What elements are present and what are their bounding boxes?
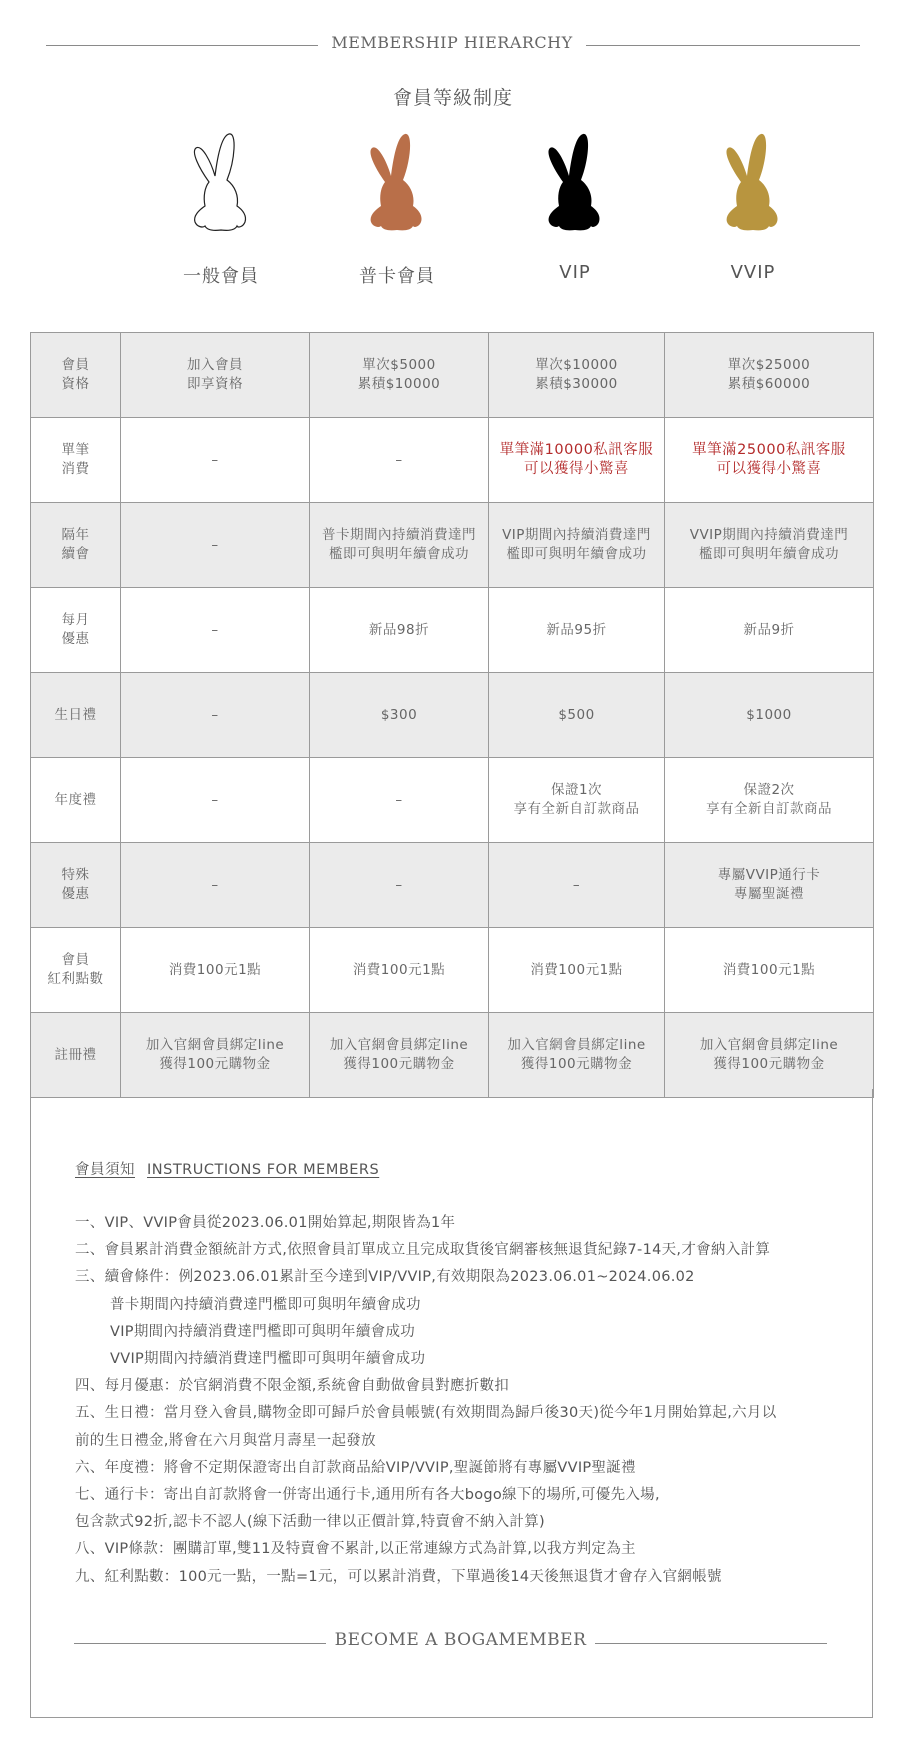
rabbit-outline-icon xyxy=(181,130,261,240)
row-label: 會員 資格 xyxy=(31,333,121,418)
header-divider-right xyxy=(586,45,860,46)
table-cell: 單筆滿10000私訊客服 可以獲得小驚喜 xyxy=(489,418,665,503)
table-cell: 單次$25000 累積$60000 xyxy=(665,333,874,418)
table-cell: 加入官網會員綁定line 獲得100元購物金 xyxy=(121,1013,310,1098)
page-footer xyxy=(30,1630,871,1660)
tier-name: 普卡會員 xyxy=(359,266,435,287)
tier-regular xyxy=(151,130,291,288)
table-cell: $1000 xyxy=(665,673,874,758)
row-label: 單筆 消費 xyxy=(31,418,121,503)
list-item: 包含款式92折,認卡不認人(線下活動一律以正價計算,特賣會不納入計算) xyxy=(75,1514,545,1531)
tier-name: VIP xyxy=(559,262,591,283)
tier-name: VVIP xyxy=(730,262,776,283)
list-item: 四、每月優惠：於官網消費不限金額,系統會自動做會員對應折數扣 xyxy=(75,1378,510,1395)
list-item: 前的生日禮金,將會在六月與當月壽星一起發放 xyxy=(75,1432,376,1449)
table-cell: 保證2次 享有全新自訂款商品 xyxy=(665,758,874,843)
table-cell: 單次$10000 累積$30000 xyxy=(489,333,665,418)
table-cell: 加入官網會員綁定line 獲得100元購物金 xyxy=(310,1013,489,1098)
table-row xyxy=(31,418,874,503)
table-cell: 加入會員 即享資格 xyxy=(121,333,310,418)
table-cell: 保證1次 享有全新自訂款商品 xyxy=(489,758,665,843)
table-cell: VIP期間內持續消費達門 檻即可與明年續會成功 xyxy=(489,503,665,588)
row-label: 每月 優惠 xyxy=(31,588,121,673)
table-cell: – xyxy=(121,503,310,588)
table-cell: 消費100元1點 xyxy=(489,928,665,1013)
table-cell: 專屬VVIP通行卡 專屬聖誕禮 xyxy=(665,843,874,928)
row-label: 特殊 優惠 xyxy=(31,843,121,928)
table-row xyxy=(31,843,874,928)
header-divider-left xyxy=(46,45,318,46)
table-cell: 消費100元1點 xyxy=(121,928,310,1013)
table-row xyxy=(31,1013,874,1098)
tier-vvip xyxy=(683,130,823,283)
list-item: 九、紅利點數：100元一點，一點=1元，可以累計消費，下單過後14天後無退貨才會存入官網帳號 xyxy=(75,1568,722,1585)
page-header xyxy=(0,0,906,90)
row-label: 生日禮 xyxy=(31,673,121,758)
list-item: VIP期間內持續消費達門檻即可與明年續會成功 xyxy=(110,1323,416,1340)
tier-classic xyxy=(327,130,467,288)
table-cell: – xyxy=(121,418,310,503)
rabbit-gold-icon xyxy=(713,130,793,240)
notes-title-zh: 會員須知 xyxy=(75,1162,135,1178)
table-cell: – xyxy=(121,843,310,928)
notes-list xyxy=(75,1210,865,1591)
row-label: 隔年 續會 xyxy=(31,503,121,588)
table-cell: $300 xyxy=(310,673,489,758)
table-row xyxy=(31,928,874,1013)
row-label: 年度禮 xyxy=(31,758,121,843)
table-cell: 消費100元1點 xyxy=(665,928,874,1013)
member-notes xyxy=(30,1089,873,1718)
list-item: 一、VIP、VVIP會員從2023.06.01開始算起,期限皆為1年 xyxy=(75,1215,456,1231)
table-cell: 單次$5000 累積$10000 xyxy=(310,333,489,418)
table-cell: 新品98折 xyxy=(310,588,489,673)
list-item: 二、會員累計消費金額統計方式,依照會員訂單成立且完成取貨後官網審核無退貨紀錄7-14天,才會納入計算 xyxy=(75,1242,771,1259)
table-cell: 加入官網會員綁定line 獲得100元購物金 xyxy=(665,1013,874,1098)
list-item: 六、年度禮：將會不定期保證寄出自訂款商品給VIP/VVIP,聖誕節將有專屬VVIP聖誕禮 xyxy=(75,1459,636,1476)
list-item: 五、生日禮：當月登入會員,購物金即可歸戶於會員帳號(有效期間為歸戶後30天)從今年1月開始算起,六月以 xyxy=(75,1405,777,1422)
table-cell: 加入官網會員綁定line 獲得100元購物金 xyxy=(489,1013,665,1098)
row-label: 註冊禮 xyxy=(31,1013,121,1098)
table-row xyxy=(31,333,874,418)
table-cell: 消費100元1點 xyxy=(310,928,489,1013)
table-cell: – xyxy=(310,843,489,928)
row-label: 會員 紅利點數 xyxy=(31,928,121,1013)
footer-divider-right xyxy=(595,1643,827,1644)
table-cell: 普卡期間內持續消費達門 檻即可與明年續會成功 xyxy=(310,503,489,588)
list-item: 三、續會條件：例2023.06.01累計至今達到VIP/VVIP,有效期限為2023.06.01~2024.06.02 xyxy=(75,1269,695,1286)
rabbit-black-icon xyxy=(535,130,615,240)
table-row xyxy=(31,503,874,588)
list-item: 普卡期間內持續消費達門檻即可與明年續會成功 xyxy=(110,1296,421,1313)
table-row xyxy=(31,588,874,673)
notes-title-en: INSTRUCTIONS FOR MEMBERS xyxy=(147,1162,380,1178)
notes-title xyxy=(75,1158,379,1179)
table-cell: VVIP期間內持續消費達門 檻即可與明年續會成功 xyxy=(665,503,874,588)
footer-divider-left xyxy=(74,1643,326,1644)
table-row xyxy=(31,758,874,843)
footer-text: BECOME A BOGAMEMBER xyxy=(334,1630,587,1650)
table-cell: 單筆滿25000私訊客服 可以獲得小驚喜 xyxy=(665,418,874,503)
page-subtitle: 會員等級制度 xyxy=(392,87,513,109)
table-cell: – xyxy=(121,758,310,843)
page-title: MEMBERSHIP HIERARCHY xyxy=(331,33,573,52)
list-item: 七、通行卡：寄出自訂款將會一併寄出通行卡,通用所有各大bogo線下的場所,可優先入場, xyxy=(75,1487,660,1504)
table-cell: 新品95折 xyxy=(489,588,665,673)
list-item: 八、VIP條款：團購訂單,雙11及特賣會不累計,以正常連線方式為計算,以我方判定為主 xyxy=(75,1541,636,1558)
table-cell: $500 xyxy=(489,673,665,758)
table-cell: – xyxy=(310,758,489,843)
tier-vip xyxy=(505,130,645,283)
table-cell: – xyxy=(121,588,310,673)
tier-name: 一般會員 xyxy=(183,266,259,287)
list-item: VVIP期間內持續消費達門檻即可與明年續會成功 xyxy=(110,1351,426,1368)
table-cell: – xyxy=(121,673,310,758)
table-cell: – xyxy=(310,418,489,503)
membership-table xyxy=(30,332,874,1098)
table-row xyxy=(31,673,874,758)
table-cell: – xyxy=(489,843,665,928)
rabbit-bronze-icon xyxy=(357,130,437,240)
table-cell: 新品9折 xyxy=(665,588,874,673)
